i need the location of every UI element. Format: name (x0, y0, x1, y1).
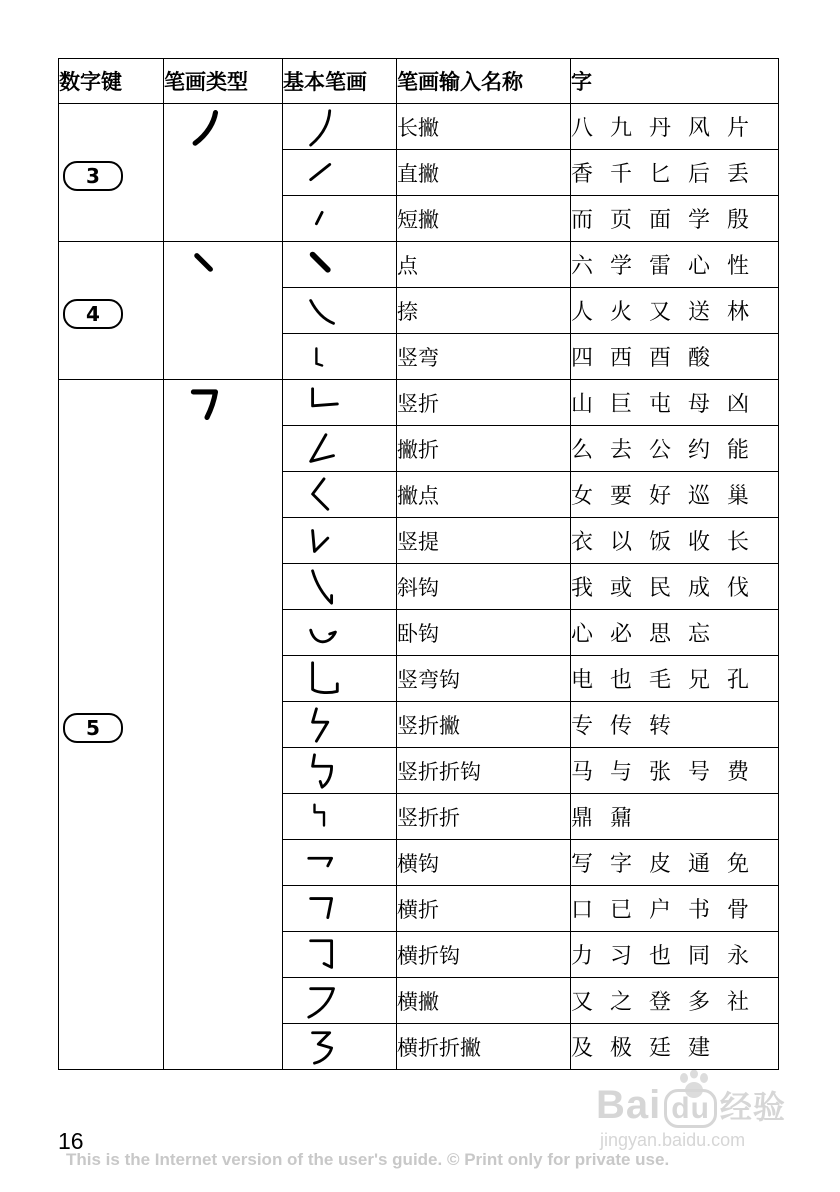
character: 永 (727, 944, 750, 969)
horizontal-pie-icon (305, 981, 343, 1021)
character: 四 (571, 346, 594, 371)
character: 心 (571, 622, 594, 647)
character: 习 (610, 944, 633, 969)
character: 八 (571, 116, 594, 141)
character: 巢 (727, 484, 750, 509)
character: 力 (571, 944, 594, 969)
number-key-cell (59, 380, 164, 1070)
character-list (571, 242, 779, 288)
character-list (571, 334, 779, 380)
basic-stroke-cell (283, 242, 397, 288)
character: 字 (610, 852, 633, 877)
character: 登 (649, 990, 672, 1015)
basic-stroke-cell (283, 426, 397, 472)
character: 费 (727, 760, 750, 785)
character: 传 (610, 714, 633, 739)
stroke-name: 竖折 (397, 380, 571, 426)
number-key-badge: 3 (63, 161, 123, 191)
stroke-name: 捺 (397, 288, 571, 334)
character: 巡 (688, 484, 711, 509)
character: 匕 (649, 162, 672, 187)
character: 人 (571, 300, 594, 325)
character: 多 (688, 990, 711, 1015)
character-list (571, 196, 779, 242)
vertical-turn-icon (305, 383, 343, 423)
stroke-name: 横折折撇 (397, 1024, 571, 1070)
stroke-name: 横折钩 (397, 932, 571, 978)
horizontal-hook-icon (305, 843, 343, 883)
watermark-logo: Bai du 经验 (596, 1083, 786, 1127)
header-basic-stroke: 基本笔画 (283, 59, 397, 104)
basic-stroke-cell (283, 932, 397, 978)
character: 民 (649, 576, 672, 601)
stroke-table (58, 58, 779, 1070)
character: 送 (688, 300, 711, 325)
stroke-name: 竖弯 (397, 334, 571, 380)
character: 西 (610, 346, 633, 371)
character: 风 (688, 116, 711, 141)
character: 通 (688, 852, 711, 877)
short-pie-stroke-icon (305, 199, 343, 239)
horizontal-turn-turn-pie-icon (305, 1027, 343, 1067)
character: 能 (727, 438, 750, 463)
character: 写 (571, 852, 594, 877)
character-list (571, 426, 779, 472)
character: 页 (610, 208, 633, 233)
character: 九 (610, 116, 633, 141)
basic-stroke-cell (283, 886, 397, 932)
character: 酉 (649, 346, 672, 371)
character: 而 (571, 208, 594, 233)
stroke-name: 竖折撇 (397, 702, 571, 748)
basic-stroke-cell (283, 840, 397, 886)
character: 心 (688, 254, 711, 279)
character: 学 (688, 208, 711, 233)
horizontal-turn-hook-icon (305, 935, 343, 975)
character: 口 (571, 898, 594, 923)
character: 香 (571, 162, 594, 187)
character: 丹 (649, 116, 672, 141)
character-list (571, 656, 779, 702)
stroke-name: 长撇 (397, 104, 571, 150)
character: 号 (688, 760, 711, 785)
character: 女 (571, 484, 594, 509)
character: 忘 (688, 622, 711, 647)
basic-stroke-cell (283, 288, 397, 334)
character: 性 (727, 254, 750, 279)
character: 我 (571, 576, 594, 601)
watermark-accent: 经验 (719, 1089, 786, 1125)
stroke-name: 点 (397, 242, 571, 288)
dot-stroke-icon (190, 246, 224, 284)
page-number: 16 (58, 1128, 84, 1154)
watermark-sub: jingyan.baidu.com (600, 1130, 746, 1150)
pie-stroke-icon (190, 108, 224, 146)
character: 六 (571, 254, 594, 279)
stroke-type-cell (164, 104, 283, 242)
character: 免 (727, 852, 750, 877)
watermark-main: Bai (596, 1083, 662, 1127)
character-list (571, 288, 779, 334)
slant-hook-icon (305, 567, 343, 607)
stroke-name: 竖折折 (397, 794, 571, 840)
character: 好 (649, 484, 672, 509)
basic-stroke-cell (283, 748, 397, 794)
character: 长 (727, 530, 750, 555)
character: 毛 (649, 668, 672, 693)
character: 张 (649, 760, 672, 785)
character: 电 (571, 668, 594, 693)
character: 收 (688, 530, 711, 555)
basic-stroke-cell (283, 472, 397, 518)
stroke-name: 竖弯钩 (397, 656, 571, 702)
character: 廷 (649, 1036, 672, 1061)
character: 建 (688, 1036, 711, 1061)
character-list (571, 610, 779, 656)
basic-stroke-cell (283, 610, 397, 656)
character: 社 (727, 990, 750, 1015)
character-list (571, 794, 779, 840)
character: 马 (571, 760, 594, 785)
basic-stroke-cell (283, 794, 397, 840)
table-row (59, 242, 779, 288)
character-list (571, 380, 779, 426)
character-list (571, 748, 779, 794)
header-stroke-type: 笔画类型 (164, 59, 283, 104)
straight-pie-stroke-icon (305, 153, 343, 193)
character-list (571, 702, 779, 748)
character-list (571, 932, 779, 978)
character: 孔 (727, 668, 750, 693)
character: 屯 (649, 392, 672, 417)
character: 成 (688, 576, 711, 601)
character: 必 (610, 622, 633, 647)
basic-stroke-cell (283, 104, 397, 150)
character: 或 (610, 576, 633, 601)
stroke-name: 横撇 (397, 978, 571, 1024)
character-list (571, 840, 779, 886)
footer-note: This is the Internet version of the user's guide. © Print only for private use. (66, 1150, 670, 1169)
stroke-type-cell (164, 242, 283, 380)
character: 伐 (727, 576, 750, 601)
vertical-turn-turn-hook-icon (305, 751, 343, 791)
character: 骨 (727, 898, 750, 923)
character: 思 (649, 622, 672, 647)
character: 以 (610, 530, 633, 555)
character: 户 (649, 898, 672, 923)
header-row (59, 59, 779, 104)
basic-stroke-cell (283, 196, 397, 242)
basic-stroke-cell (283, 656, 397, 702)
character-list (571, 150, 779, 196)
basic-stroke-cell (283, 150, 397, 196)
basic-stroke-cell (283, 978, 397, 1024)
character: 也 (610, 668, 633, 693)
character: 也 (649, 944, 672, 969)
stroke-name: 竖折折钩 (397, 748, 571, 794)
character: 片 (727, 116, 750, 141)
character: 衣 (571, 530, 594, 555)
character: 酸 (688, 346, 711, 371)
number-key-cell (59, 104, 164, 242)
stroke-name: 直撇 (397, 150, 571, 196)
horizontal-turn-icon (305, 889, 343, 929)
number-key-badge: 5 (63, 713, 123, 743)
vertical-bend-small-icon (305, 337, 343, 377)
long-pie-stroke-icon (305, 107, 343, 147)
stroke-name: 斜钩 (397, 564, 571, 610)
dot-stroke-icon (305, 245, 343, 285)
character: 又 (649, 300, 672, 325)
character-list (571, 1024, 779, 1070)
stroke-type-cell (164, 380, 283, 1070)
character: 约 (688, 438, 711, 463)
character: 之 (610, 990, 633, 1015)
character-list (571, 978, 779, 1024)
character: 林 (727, 300, 750, 325)
character: 鼎 (571, 806, 594, 831)
header-stroke-input-name: 笔画输入名称 (397, 59, 571, 104)
character: 后 (688, 162, 711, 187)
vertical-turn-pie-icon (305, 705, 343, 745)
vertical-bend-hook-icon (305, 659, 343, 699)
character: 殷 (727, 208, 750, 233)
vertical-turn-turn-icon (305, 797, 343, 837)
character: 面 (649, 208, 672, 233)
character: 已 (610, 898, 633, 923)
character: 要 (610, 484, 633, 509)
stroke-name: 撇折 (397, 426, 571, 472)
character-list (571, 104, 779, 150)
stroke-name: 卧钩 (397, 610, 571, 656)
character-list (571, 886, 779, 932)
character: 巨 (610, 392, 633, 417)
character: 饭 (649, 530, 672, 555)
basic-stroke-cell (283, 1024, 397, 1070)
character: 及 (571, 1036, 594, 1061)
character: 极 (610, 1036, 633, 1061)
basic-stroke-cell (283, 380, 397, 426)
stroke-name: 横钩 (397, 840, 571, 886)
stroke-name: 竖提 (397, 518, 571, 564)
character: 么 (571, 438, 594, 463)
character: 火 (610, 300, 633, 325)
lying-hook-icon (305, 613, 343, 653)
table-row (59, 380, 779, 426)
header-characters: 字 (571, 59, 779, 104)
number-key-badge: 4 (63, 299, 123, 329)
character: 鼐 (610, 806, 633, 831)
character: 去 (610, 438, 633, 463)
character: 书 (688, 898, 711, 923)
character-list (571, 518, 779, 564)
stroke-name: 短撇 (397, 196, 571, 242)
character-list (571, 564, 779, 610)
table-row (59, 104, 779, 150)
character: 丢 (727, 162, 750, 187)
pie-dot-icon (305, 475, 343, 515)
stroke-name: 撇点 (397, 472, 571, 518)
character-list (571, 472, 779, 518)
basic-stroke-cell (283, 702, 397, 748)
character: 专 (571, 714, 594, 739)
pie-turn-icon (305, 429, 343, 469)
basic-stroke-cell (283, 334, 397, 380)
header-number-key: 数字键 (59, 59, 164, 104)
character: 皮 (649, 852, 672, 877)
number-key-cell (59, 242, 164, 380)
vertical-rise-icon (305, 521, 343, 561)
character: 兄 (688, 668, 711, 693)
character: 公 (649, 438, 672, 463)
character: 又 (571, 990, 594, 1015)
character: 凶 (727, 392, 750, 417)
character: 转 (649, 714, 672, 739)
basic-stroke-cell (283, 518, 397, 564)
na-stroke-icon (305, 291, 343, 331)
character: 学 (610, 254, 633, 279)
baidu-jingyan-watermark (590, 1070, 790, 1160)
character: 母 (688, 392, 711, 417)
character: 山 (571, 392, 594, 417)
character: 雷 (649, 254, 672, 279)
character: 千 (610, 162, 633, 187)
character: 同 (688, 944, 711, 969)
stroke-name: 横折 (397, 886, 571, 932)
basic-stroke-cell (283, 564, 397, 610)
character: 与 (610, 760, 633, 785)
turn-stroke-icon (190, 384, 224, 422)
